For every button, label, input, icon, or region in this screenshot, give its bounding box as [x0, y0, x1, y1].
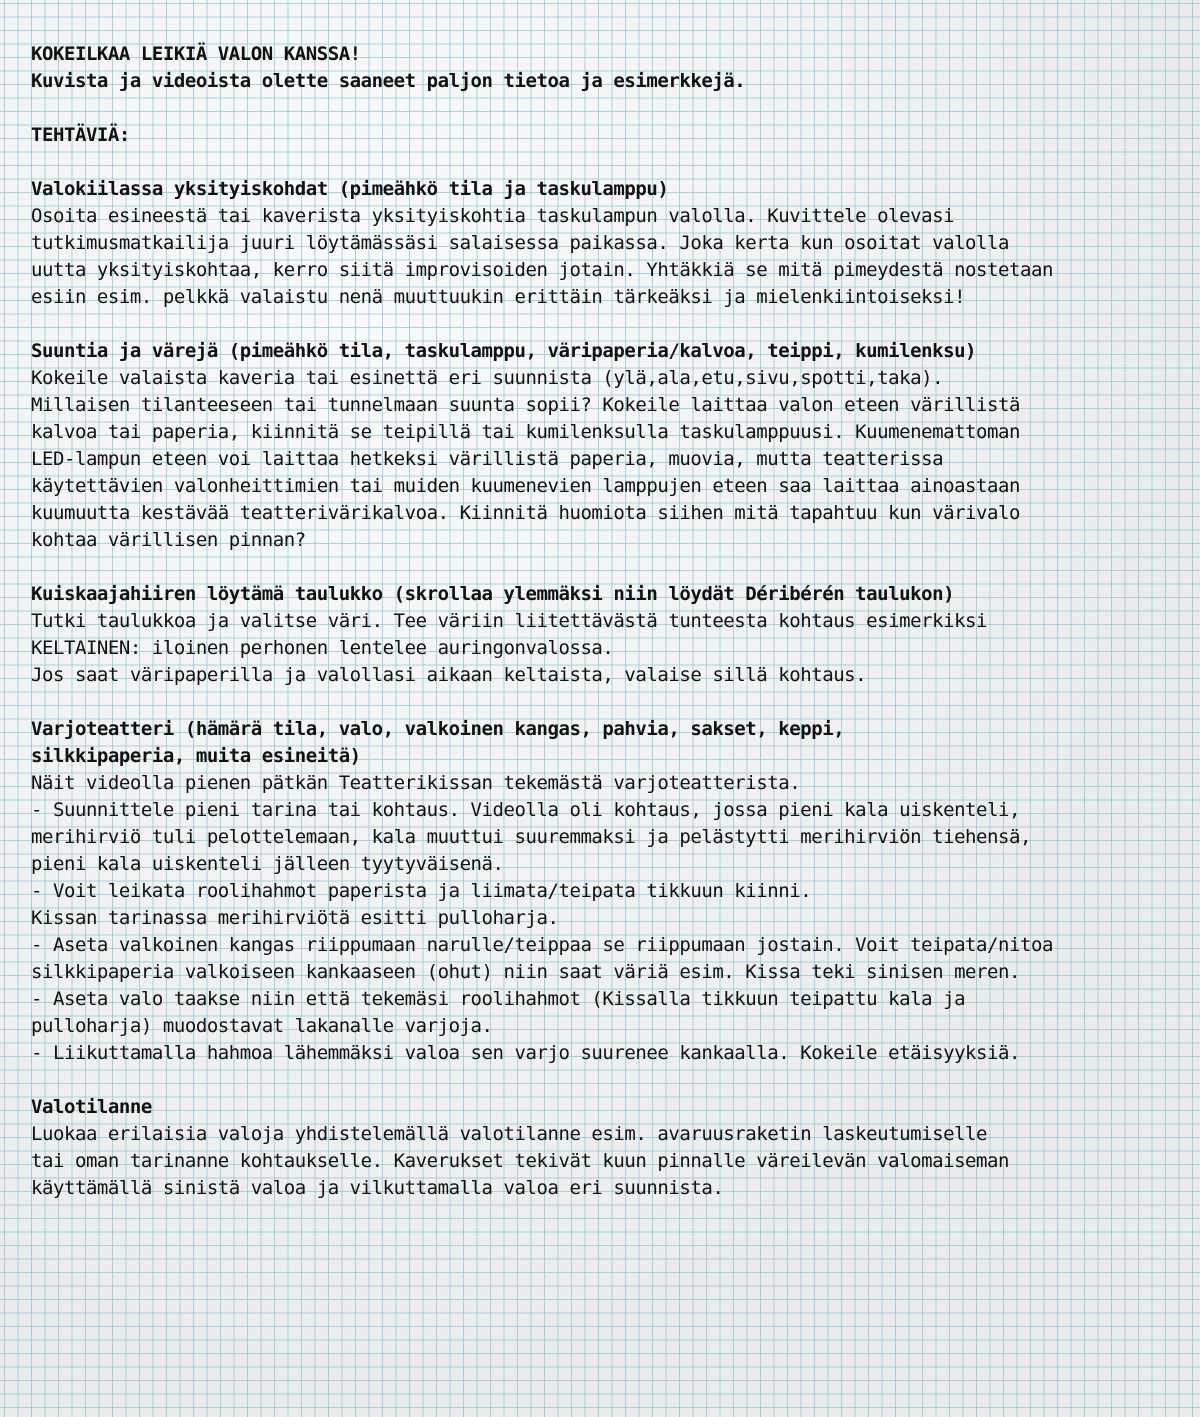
section-text-line: Kokeile valaista kaveria tai esinettä eri suunnista (ylä,ala,etu,sivu,spotti,taka).	[31, 367, 944, 389]
section-text-line: Luokaa erilaisia valoja yhdistelemällä valotilanne esim. avaruusraketin laskeutumiselle	[31, 1123, 988, 1145]
section-heading: Suuntia ja värejä (pimeähkö tila, taskulamppu, väripaperia/kalvoa, teippi, kumilenksu)	[31, 340, 977, 362]
section-text-line: - Liikuttamalla hahmoa lähemmäksi valoa sen varjo suurenee kankaalla. Kokeile etäisyyksiä.	[31, 1042, 1021, 1064]
section-heading: Varjoteatteri (hämärä tila, valo, valkoinen kangas, pahvia, sakset, keppi,	[31, 718, 845, 740]
section-text-line: LED-lampun eteen voi laittaa hetkeksi värillistä paperia, muovia, mutta teatterissa	[31, 448, 944, 470]
section-text-line: Tutki taulukkoa ja valitse väri. Tee väriin liitettävästä tunteesta kohtaus esimerkiksi	[31, 610, 988, 632]
section-text-line: - Voit leikata roolihahmot paperista ja liimata/teipata tikkuun kiinni.	[31, 880, 812, 902]
section-text-line: Kissan tarinassa merihirviötä esitti pulloharja.	[31, 907, 559, 929]
spacer	[31, 95, 1191, 122]
page-subtitle: Kuvista ja videoista olette saaneet paljon tietoa ja esimerkkejä.	[31, 70, 746, 92]
section-text-line: tai oman tarinanne kohtaukselle. Kaverukset tekivät kuun pinnalle väreilevän valomaiseman	[31, 1150, 1010, 1172]
section-text-line: silkkipaperia valkoiseen kankaaseen (ohut) niin saat väriä esim. Kissa teki sinisen meren.	[31, 961, 1021, 983]
section-text-line: KELTAINEN: iloinen perhonen lentelee auringonvalossa.	[31, 637, 614, 659]
spacer	[31, 311, 1191, 338]
tasks-heading: TEHTÄVIÄ:	[31, 124, 130, 146]
section-text-line: käyttämällä sinistä valoa ja vilkuttamalla valoa eri suunnista.	[31, 1177, 724, 1199]
section-valotilanne	[31, 1094, 1191, 1202]
section-text-line: Jos saat väripaperilla ja valollasi aikaan keltaista, valaise sillä kohtaus.	[31, 664, 867, 686]
section-text-line: merihirviö tuli pelottelemaan, kala muuttui suuremmaksi ja pelästytti merihirviön tiehensä,	[31, 826, 1031, 848]
section-heading-continued: silkkipaperia, muita esineitä)	[31, 745, 361, 767]
section-text-line: Osoita esineestä tai kaverista yksityiskohtia taskulampun valolla. Kuvittele olevasi	[31, 205, 955, 227]
section-suuntia-ja-vareja	[31, 338, 1191, 554]
section-heading: Valotilanne	[31, 1096, 152, 1118]
section-text-line: pieni kala uiskenteli jälleen tyytyväisenä.	[31, 853, 504, 875]
section-text-line: - Suunnittele pieni tarina tai kohtaus. Videolla oli kohtaus, jossa pieni kala uiskenteli,	[31, 799, 1021, 821]
section-text-line: uutta yksityiskohtaa, kerro siitä improvisoiden jotain. Yhtäkkiä se mitä pimeydestä nostetaan	[31, 259, 1053, 281]
spacer	[31, 1067, 1191, 1094]
section-text-line: kuumuutta kestävää teatterivärikalvoa. Kiinnitä huomiota siihen mitä tapahtuu kun värivalo	[31, 502, 1021, 524]
section-text-line: kalvoa tai paperia, kiinnitä se teipillä tai kumilenksulla taskulamppuusi. Kuumenemattoman	[31, 421, 1021, 443]
spacer	[31, 149, 1191, 176]
section-text-line: Millaisen tilanteeseen tai tunnelmaan suunta sopii? Kokeile laittaa valon eteen värillistä	[31, 394, 1021, 416]
section-heading: Kuiskaajahiiren löytämä taulukko (skrollaa ylemmäksi niin löydät Déribérén taulukon)	[31, 583, 955, 605]
section-valokiilassa	[31, 176, 1191, 311]
section-text-line: - Aseta valkoinen kangas riippumaan narulle/teippaa se riippumaan jostain. Voit teipata/nitoa	[31, 934, 1053, 956]
spacer	[31, 554, 1191, 581]
section-heading: Valokiilassa yksityiskohdat (pimeähkö tila ja taskulamppu)	[31, 178, 669, 200]
section-varjoteatteri	[31, 716, 1191, 1067]
section-text-line: käytettävien valonheittimien tai muiden kuumenevien lamppujen eteen saa laittaa ainoastaan	[31, 475, 1021, 497]
page-title: KOKEILKAA LEIKIÄ VALON KANSSA!	[31, 43, 361, 65]
section-text-line: pulloharja) muodostavat lakanalle varjoja.	[31, 1015, 493, 1037]
section-text-line: kohtaa värillisen pinnan?	[31, 529, 306, 551]
section-text-line: - Aseta valo taakse niin että tekemäsi roolihahmot (Kissalla tikkuun teipattu kala ja	[31, 988, 966, 1010]
spacer	[31, 689, 1191, 716]
section-text-line: Näit videolla pienen pätkän Teatterikissan tekemästä varjoteatterista.	[31, 772, 801, 794]
section-text-line: tutkimusmatkailija juuri löytämässäsi salaisessa paikassa. Joka kerta kun osoitat valolla	[31, 232, 1010, 254]
section-text-line: esiin esim. pelkkä valaistu nenä muuttuukin erittäin tärkeäksi ja mielenkiintoiseksi!	[31, 286, 966, 308]
section-kuiskaajahiiren-taulukko	[31, 581, 1191, 689]
document-body	[31, 41, 1191, 1202]
